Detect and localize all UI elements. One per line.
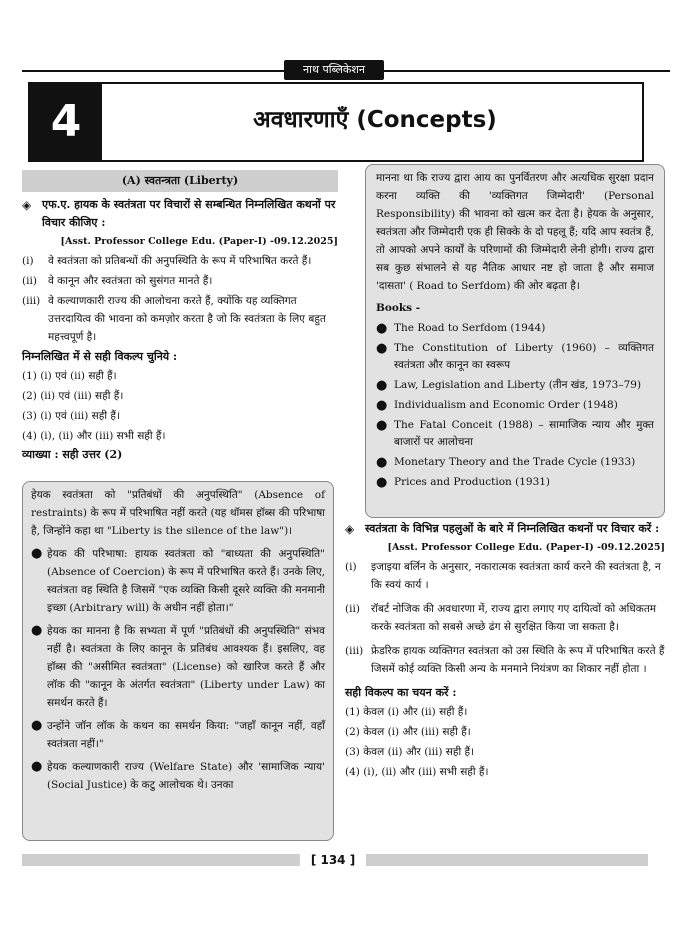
diamond-arrow-icon: ◈ bbox=[22, 198, 32, 212]
bullet-dot-icon: ● bbox=[31, 718, 43, 733]
choose-instruction: निम्नलिखित में से सही विकल्प चुनिये : bbox=[22, 350, 178, 363]
bullet-dot-icon: ● bbox=[376, 455, 388, 470]
books-heading: Books - bbox=[376, 302, 421, 314]
explanation-box-right bbox=[365, 164, 665, 518]
statement: (ii) वे कानून और स्वतंत्रता को सुसंगत मानते हैं। bbox=[22, 275, 213, 287]
choose-instruction: सही विकल्प का चयन करें : bbox=[345, 686, 457, 699]
question-2 bbox=[345, 520, 665, 538]
chapter-number: 4 bbox=[30, 84, 102, 160]
book-item: ● Law, Legislation and Liberty (तीन खंड, 1973–79) bbox=[376, 378, 642, 393]
answer-choice: (3) केवल (ii) और (iii) सही हैं। bbox=[345, 746, 475, 758]
explanation-bullet: ● हेयक का मानना है कि सभ्यता में पूर्ण "प्रतिबंधों की अनुपस्थिति" संभव नहीं है। स्वतंत्रता के लिए कानून के प्रतिबंध आवश्यक हैं। इसलिए, वह हॉब्स की "असीमित स्वतंत्रता" (License) को खारिज करते हैं और लॉक की "कानून के अंतर्गत स्वतंत्रता" (Liberty under Law) का समर्थन करते हैं। bbox=[31, 622, 325, 712]
bullet-dot-icon: ● bbox=[376, 321, 388, 336]
question-2-block bbox=[345, 520, 665, 782]
question-1 bbox=[22, 196, 338, 232]
book-item: ● The Road to Serfdom (1944) bbox=[376, 321, 546, 336]
book-item: ● Monetary Theory and the Trade Cycle (1933) bbox=[376, 455, 636, 470]
bullet-dot-icon: ● bbox=[31, 759, 43, 774]
bullet-dot-icon: ● bbox=[376, 418, 388, 433]
question-1-text: एफ.ए. हायक के स्वतंत्रता पर विचारों से सम्बन्धित निम्नलिखित कथनों पर विचार कीजिए : bbox=[42, 198, 336, 229]
answer-choice: (1) (i) एवं (ii) सही हैं। bbox=[22, 370, 117, 382]
answer-choice: (2) (ii) एवं (iii) सही हैं। bbox=[22, 390, 124, 402]
statement: (iii) वे कल्याणकारी राज्य की आलोचना करते हैं, क्योंकि यह व्यक्तिगत उत्तरदायित्व की भावना को कमज़ोर करता है जो कि स्वतंत्रता के लिए बहुत महत्त्वपूर्ण है। bbox=[22, 295, 326, 343]
bullet-dot-icon: ● bbox=[376, 378, 388, 393]
chapter-title: अवधारणाएँ (Concepts) bbox=[253, 107, 497, 133]
answer-choice: (2) केवल (i) और (iii) सही हैं। bbox=[345, 726, 471, 738]
answer-choice: (4) (i), (ii) और (iii) सभी सही हैं। bbox=[22, 430, 166, 442]
book-item: ● Prices and Production (1931) bbox=[376, 475, 551, 490]
publisher-label: नाथ पब्लिकेशन bbox=[284, 60, 384, 80]
book-item: ● The Constitution of Liberty (1960) – व्यक्तिगत स्वतंत्रता और कानून का स्वरूप bbox=[376, 340, 654, 374]
diamond-arrow-icon: ◈ bbox=[345, 522, 355, 536]
explanation-bullet: ● हेयक कल्याणकारी राज्य (Welfare State) और 'सामाजिक न्याय' (Social Justice) के कटु आलोचक थे। उनका bbox=[31, 758, 325, 794]
statement: (i) वे स्वतंत्रता को प्रतिबन्धों की अनुपस्थिति के रूप में परिभाषित करते हैं। bbox=[22, 255, 312, 267]
answer-choice: (3) (i) एवं (iii) सही हैं। bbox=[22, 410, 120, 422]
section-heading: (A) स्वतन्त्रता (Liberty) bbox=[22, 170, 338, 192]
answer-choice: (4) (i), (ii) और (iii) सभी सही हैं। bbox=[345, 766, 489, 778]
question-2-source: [Asst. Professor College Edu. (Paper-I) -09.12.2025] bbox=[387, 542, 665, 553]
bullet-dot-icon: ● bbox=[376, 341, 388, 356]
explanation-continuation: मानना था कि राज्य द्वारा आय का पुनर्वितरण और अत्यधिक सुरक्षा प्रदान करना व्यक्ति की 'व्यक्तिगत जिम्मेदारी' (Personal Responsibility) की भावना को खत्म कर देता है। हेयक के अनुसार, स्वतंत्रता और जिम्मेदारी एक ही सिक्के के दो पहलू हैं; यदि आप स्वतंत्र हैं, तो आपको अपने कार्यों के परिणामों की जिम्मेदारी लेनी होगी। राज्य द्वारा सब कुछ संभालने से यह नैतिक आधार नष्ट हो जाता है और समाज 'दासता' ( Road to Serfdom) की ओर बढ़ता है। bbox=[376, 172, 654, 292]
bullet-dot-icon: ● bbox=[31, 623, 43, 638]
page-number: [ 134 ] bbox=[300, 850, 366, 870]
book-item: ● Individualism and Economic Order (1948) bbox=[376, 398, 618, 413]
answer-label: व्याख्या : सही उत्तर (2) bbox=[22, 448, 123, 461]
bullet-dot-icon: ● bbox=[31, 546, 43, 561]
left-column bbox=[22, 170, 338, 464]
explanation-box-left bbox=[22, 481, 334, 841]
question-1-source: [Asst. Professor College Edu. (Paper-I) -09.12.2025] bbox=[60, 236, 338, 247]
question-2-text: स्वतंत्रता के विभिन्न पहलुओं के बारे में निम्नलिखित कथनों पर विचार करें : bbox=[365, 522, 660, 535]
answer-choice: (1) केवल (i) और (ii) सही हैं। bbox=[345, 706, 468, 718]
statement: (ii) रॉबर्ट नोजिक की अवधारणा में, राज्य द्वारा लगाए गए दायित्वों को अधिकतम करके स्वतंत्रता को सबसे अच्छे ढंग से सुरक्षित किया जा सकता है। bbox=[345, 603, 657, 633]
book-item: ● The Fatal Conceit (1988) – सामाजिक न्याय और मुक्त बाजारों पर आलोचना bbox=[376, 417, 654, 451]
bullet-dot-icon: ● bbox=[376, 475, 388, 490]
explanation-bullet: ● उन्होंने जॉन लॉक के कथन का समर्थन किया: "जहाँ कानून नहीं, वहाँ स्वतंत्रता नहीं।" bbox=[31, 717, 325, 753]
statement: (i) इजाइया बर्लिन के अनुसार, नकारात्मक स्वतंत्रता कार्य करने की स्वतंत्रता है, न कि स्वयं कार्य । bbox=[345, 561, 661, 591]
bullet-dot-icon: ● bbox=[376, 398, 388, 413]
explanation-bullet: ● हेयक की परिभाषा: हायक स्वतंत्रता को "बाध्यता की अनुपस्थिति" (Absence of Coercion) के रूप में परिभाषित करते हैं। उनके लिए, स्वतंत्रता वह स्थिति है जिसमें "एक व्यक्ति किसी दूसरे व्यक्ति की मनमानी इच्छा (Arbitrary will) के अधीन नहीं होता।" bbox=[31, 545, 325, 617]
statement: (iii) फ्रेडरिक हायक व्यक्तिगत स्वतंत्रता को उस स्थिति के रूप में परिभाषित करते हैं जिसमें कोई व्यक्ति किसी अन्य के मनमाने नियंत्रण का शिकार नहीं होता । bbox=[345, 645, 665, 675]
explanation-intro: हेयक स्वतंत्रता को "प्रतिबंधों की अनुपस्थिति" (Absence of restraints) के रूप में परिभाषित नहीं करते (यह थॉमस हॉब्स की परिभाषा है, जिन्होंने कहा था "Liberty is the silence of the law")। bbox=[31, 489, 325, 537]
